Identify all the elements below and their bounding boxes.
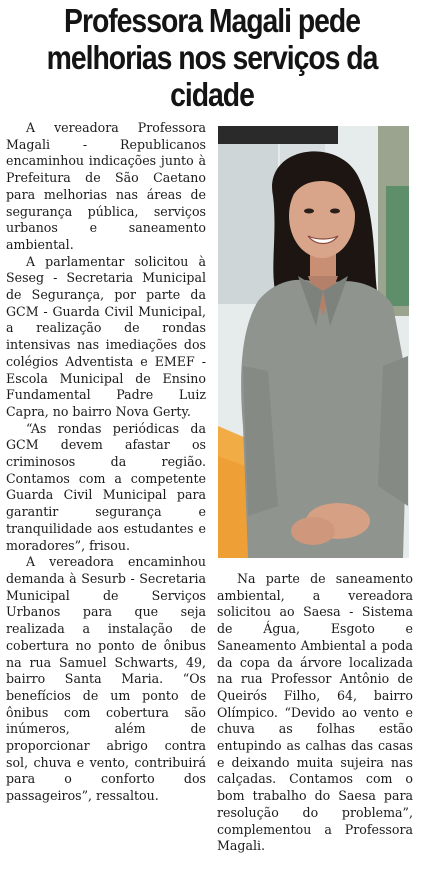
right-column bbox=[217, 571, 413, 855]
paragraph: A vereadora encaminhou demanda à Sesurb - Secretaria Municipal de Serviços Urbanos para que seja realizada a instalação de cobertura no ponto de ônibus na rua Samuel Schwarts, 49, bairro Santa Maria. “Os benefícios de um ponto de ônibus com cobertura são inúmeros, além de proporcionar abrigo contra sol, chuva e vento, contribuirá para o conforto dos passageiros”, ressaltou. bbox=[6, 554, 206, 804]
headline-line-1: Professora Magali pede bbox=[64, 2, 360, 39]
headline-line-2: melhorias nos serviços da cidade bbox=[46, 39, 378, 113]
paragraph: A vereadora Professora Magali - Republicanos encaminhou indicações junto à Prefeitura de São Caetano para melhorias nas áreas de segurança pública, serviços urbanos e saneamento ambiental. bbox=[6, 120, 206, 252]
portrait-illustration bbox=[218, 126, 409, 558]
paragraph: Na parte de saneamento ambiental, a vereadora solicitou ao Saesa - Sistema de Água, Esgoto e Saneamento Ambiental a poda da copa da árvore localizada na rua Professor Antônio de Queirós Filho, 64, bairro Olímpico. “Devido ao vento e chuva as folhas estão entupindo as calhas das casas e deixando muita sujeira nas calçadas. Contamos com o bom trabalho do Saesa para resolução do problema”, complementou a Professora Magali. bbox=[217, 571, 413, 854]
paragraph: “As rondas periódicas da GCM devem afastar os criminosos da região. Contamos com a competente Guarda Civil Municipal para garantir segurança e tranquilidade aos estudantes e moradores”, frisou. bbox=[6, 420, 206, 553]
portrait-photo bbox=[218, 126, 409, 558]
paragraph: A parlamentar solicitou à Seseg - Secretaria Municipal de Segurança, por parte da GCM - Guarda Civil Municipal, a realização de rondas intensivas nas imediações dos colégios Adventista e EMEF - Escola Municipal de Ensino Fundamental Padre Luiz Capra, no bairro Nova Gerty. bbox=[6, 253, 206, 419]
left-column bbox=[6, 120, 206, 805]
headline bbox=[33, 2, 391, 113]
